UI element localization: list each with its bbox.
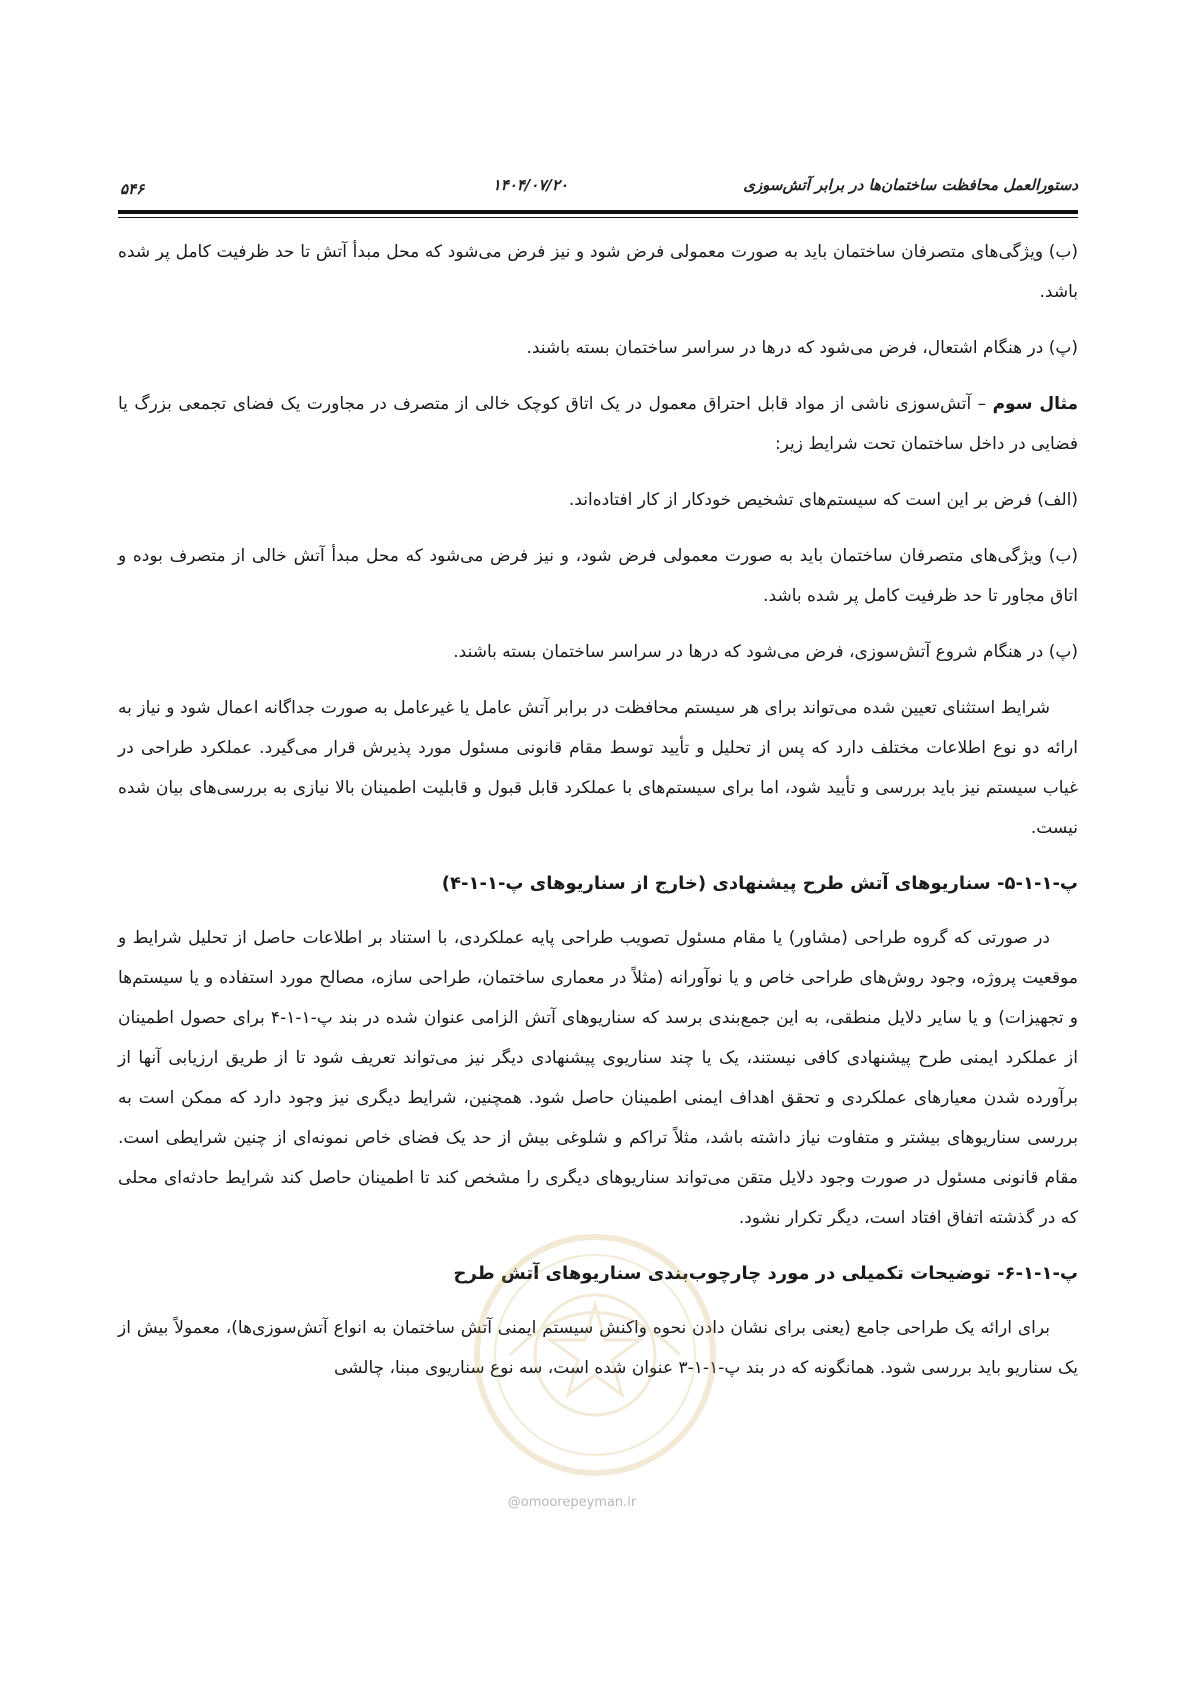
example-label: مثال سوم	[992, 394, 1078, 414]
paragraph-example-three	[118, 384, 1078, 464]
paragraph: شرایط استثنای تعیین شده می‌تواند برای هر سیستم محافظت در برابر آتش عامل یا غیرعامل به صورت جداگانه اعمال شود و نیاز به ارائه دو نوع اطلاعات مختلف دارد که پس از تحلیل و تأیید توسط مقام قانونی مسئول مورد پذیرش قرار می‌گیرد. عملکرد طراحی در غیاب سیستم نیز باید بررسی و تأیید شود، اما برای سیستم‌های با عملکرد قابل قبول و قابلیت اطمینان بالا نیازی به بررسی‌های بیان شده نیست.	[118, 698, 1078, 838]
paragraph: (الف) فرض بر این است که سیستم‌های تشخیص خودکار از کار افتاده‌اند.	[568, 490, 1078, 510]
header-rule-thin	[118, 217, 1078, 218]
paragraph: (ب) ویژگی‌های متصرفان ساختمان باید به صورت معمولی فرض شود و نیز فرض می‌شود که محل مبدأ آتش تا حد ظرفیت کامل پر شده باشد.	[118, 242, 1078, 302]
page-header	[118, 172, 1078, 208]
watermark-url: @omoorepeyman.ir	[507, 1495, 637, 1510]
document-body	[118, 232, 1078, 1404]
example-text: – آتش‌سوزی ناشی از مواد قابل احتراق معمول در یک اتاق کوچک خالی از متصرف در مجاورت یک فضای تجمعی بزرگ یا فضایی در داخل ساختمان تحت شرایط زیر:	[118, 394, 1078, 454]
header-date: ۱۴۰۴/۰۷/۲۰	[492, 176, 568, 194]
paragraph: (ب) ویژگی‌های متصرفان ساختمان باید به صورت معمولی فرض شود، و نیز فرض می‌شود که محل مبدأ آتش خالی از متصرف بوده و اتاق مجاور تا حد ظرفیت کامل پر شده باشد.	[118, 546, 1078, 606]
section-heading: پ-۱-۱-۵- سناریوهای آتش طرح پیشنهادی (خارج از سناریوهای پ-۱-۱-۴)	[441, 873, 1078, 894]
paragraph: برای ارائه یک طراحی جامع (یعنی برای نشان دادن نحوه واکنش سیستم ایمنی آتش ساختمان به انواع آتش‌سوزی‌ها)، معمولاً بیش از یک سناریو باید بررسی شود. همانگونه که در بند پ-۱-۱-۳ عنوان شده است، سه نوع سناریوی مبنا، چالشی	[118, 1318, 1078, 1378]
section-heading: پ-۱-۱-۶- توضیحات تکمیلی در مورد چارچوب‌بندی سناریوهای آتش طرح	[453, 1263, 1078, 1284]
paragraph: در صورتی که گروه طراحی (مشاور) یا مقام مسئول تصویب طراحی پایه عملکردی، با استناد بر اطلاعات حاصل از تحلیل شرایط و موقعیت پروژه، وجود روش‌های طراحی خاص و یا نوآورانه (مثلاً در معماری ساختمان، طراحی سازه، مصالح مورد استفاده و یا سیستم‌ها و تجهیزات) و یا سایر دلایل منطقی، به این جمع‌بندی برسد که سناریوهای آتش الزامی عنوان شده در بند پ-۱-۱-۴ برای حصول اطمینان از عملکرد ایمنی طرح پیشنهادی کافی نیستند، یک یا چند سناریوی پیشنهادی دیگر نیز می‌تواند تعریف شود تا از طریق ارزیابی آنها از برآورده شدن معیارهای عملکردی و تحقق اهداف ایمنی اطمینان حاصل شود. همچنین، شرایط دیگری نیز وجود دارد که ممکن است به بررسی سناریوهای بیشتر و متفاوت نیاز داشته باشد، مثلاً تراکم و شلوغی بیش از حد یک فضای خاص نمونه‌ای از چنین شرایطی است. مقام قانونی مسئول در صورت وجود دلایل متقن می‌تواند سناریوهای دیگری را مشخص کند تا اطمینان حاصل کند شرایط حادثه‌ای محلی که در گذشته اتفاق افتاد است، دیگر تکرار نشود.	[118, 928, 1078, 1228]
paragraph: (پ) در هنگام شروع آتش‌سوزی، فرض می‌شود که درها در سراسر ساختمان بسته باشند.	[453, 642, 1078, 662]
header-rule-thick	[118, 210, 1078, 214]
page-number: ۵۴۶	[120, 180, 145, 198]
paragraph: (پ) در هنگام اشتعال، فرض می‌شود که درها در سراسر ساختمان بسته باشند.	[526, 338, 1078, 358]
header-title: دستورالعمل محافظت ساختمان‌ها در برابر آتش‌سوزی	[743, 176, 1078, 194]
